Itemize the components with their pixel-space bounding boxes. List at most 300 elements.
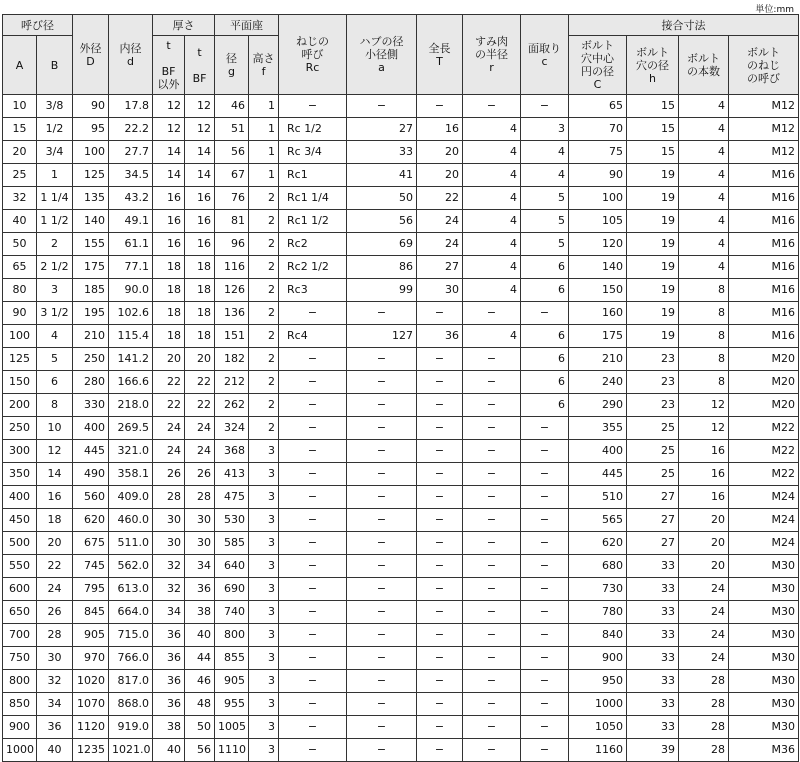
cell-hub-diameter: − — [347, 394, 417, 417]
cell-bolt-hole: 25 — [627, 417, 679, 440]
cell-bolt-hole: 33 — [627, 693, 679, 716]
cell-bolt-hole: 23 — [627, 348, 679, 371]
cell-seat-diameter: 151 — [215, 325, 249, 348]
cell-bolt-thread: M12 — [729, 141, 799, 164]
cell-b: 6 — [37, 371, 73, 394]
cell-bolt-circle: 565 — [569, 509, 627, 532]
cell-total-length: − — [417, 716, 463, 739]
cell-bolt-hole: 19 — [627, 233, 679, 256]
cell-bolt-hole: 25 — [627, 440, 679, 463]
cell-a: 1000 — [3, 739, 37, 762]
cell-chamfer: 4 — [521, 141, 569, 164]
cell-b: 36 — [37, 716, 73, 739]
cell-bolt-circle: 730 — [569, 578, 627, 601]
cell-a: 65 — [3, 256, 37, 279]
cell-outer-diameter: 675 — [73, 532, 109, 555]
cell-bolt-circle: 445 — [569, 463, 627, 486]
cell-chamfer: − — [521, 624, 569, 647]
header-bolt-thread: ボルト のねじ の呼び — [729, 36, 799, 95]
cell-total-length: − — [417, 371, 463, 394]
cell-outer-diameter: 905 — [73, 624, 109, 647]
cell-bolt-thread: M24 — [729, 486, 799, 509]
cell-hub-diameter: − — [347, 348, 417, 371]
header-total-length: 全長 T — [417, 15, 463, 95]
cell-seat-height: 3 — [249, 532, 279, 555]
cell-outer-diameter: 195 — [73, 302, 109, 325]
cell-hub-diameter: − — [347, 532, 417, 555]
cell-bolt-hole: 27 — [627, 486, 679, 509]
cell-bolt-hole: 33 — [627, 624, 679, 647]
header-b: B — [37, 36, 73, 95]
cell-bolt-circle: 1160 — [569, 739, 627, 762]
cell-thickness-non-bf: 26 — [153, 463, 185, 486]
cell-seat-diameter: 67 — [215, 164, 249, 187]
cell-a: 550 — [3, 555, 37, 578]
cell-inner-diameter: 43.2 — [109, 187, 153, 210]
cell-seat-height: 3 — [249, 555, 279, 578]
cell-bolt-hole: 33 — [627, 555, 679, 578]
cell-thickness-bf: 18 — [185, 279, 215, 302]
cell-b: 8 — [37, 394, 73, 417]
cell-total-length: − — [417, 302, 463, 325]
cell-chamfer: − — [521, 670, 569, 693]
header-t-bf: t BF — [185, 36, 215, 95]
cell-a: 750 — [3, 647, 37, 670]
table-row — [3, 670, 799, 693]
cell-chamfer: 6 — [521, 279, 569, 302]
cell-bolt-thread: M22 — [729, 463, 799, 486]
cell-seat-diameter: 475 — [215, 486, 249, 509]
cell-bolt-circle: 620 — [569, 532, 627, 555]
cell-seat-diameter: 585 — [215, 532, 249, 555]
cell-total-length: − — [417, 624, 463, 647]
cell-thickness-non-bf: 14 — [153, 164, 185, 187]
cell-bolt-count: 16 — [679, 440, 729, 463]
cell-inner-diameter: 218.0 — [109, 394, 153, 417]
cell-seat-height: 2 — [249, 279, 279, 302]
cell-seat-height: 1 — [249, 141, 279, 164]
cell-fillet-radius: 4 — [463, 187, 521, 210]
table-row — [3, 463, 799, 486]
cell-hub-diameter: 127 — [347, 325, 417, 348]
cell-thickness-non-bf: 12 — [153, 95, 185, 118]
cell-thread: Rc2 — [279, 233, 347, 256]
cell-seat-diameter: 1005 — [215, 716, 249, 739]
cell-total-length: − — [417, 739, 463, 762]
table-row — [3, 141, 799, 164]
cell-outer-diameter: 280 — [73, 371, 109, 394]
table-row — [3, 601, 799, 624]
cell-bolt-hole: 25 — [627, 463, 679, 486]
cell-b: 30 — [37, 647, 73, 670]
table-row — [3, 509, 799, 532]
cell-inner-diameter: 269.5 — [109, 417, 153, 440]
cell-seat-diameter: 324 — [215, 417, 249, 440]
table-row — [3, 164, 799, 187]
cell-inner-diameter: 115.4 — [109, 325, 153, 348]
cell-bolt-circle: 75 — [569, 141, 627, 164]
cell-thickness-bf: 28 — [185, 486, 215, 509]
cell-bolt-thread: M30 — [729, 624, 799, 647]
cell-thickness-bf: 20 — [185, 348, 215, 371]
cell-thickness-bf: 44 — [185, 647, 215, 670]
cell-hub-diameter: − — [347, 440, 417, 463]
cell-fillet-radius: − — [463, 371, 521, 394]
table-row — [3, 325, 799, 348]
cell-total-length: − — [417, 463, 463, 486]
cell-total-length: 30 — [417, 279, 463, 302]
cell-total-length: − — [417, 440, 463, 463]
cell-a: 900 — [3, 716, 37, 739]
cell-bolt-thread: M16 — [729, 187, 799, 210]
cell-seat-height: 3 — [249, 486, 279, 509]
cell-a: 125 — [3, 348, 37, 371]
cell-outer-diameter: 95 — [73, 118, 109, 141]
cell-a: 600 — [3, 578, 37, 601]
cell-fillet-radius: 4 — [463, 325, 521, 348]
cell-b: 24 — [37, 578, 73, 601]
cell-thread: − — [279, 463, 347, 486]
cell-inner-diameter: 90.0 — [109, 279, 153, 302]
cell-thickness-bf: 46 — [185, 670, 215, 693]
cell-outer-diameter: 250 — [73, 348, 109, 371]
cell-seat-height: 2 — [249, 256, 279, 279]
cell-fillet-radius: − — [463, 486, 521, 509]
cell-b: 1/2 — [37, 118, 73, 141]
cell-a: 250 — [3, 417, 37, 440]
cell-chamfer: − — [521, 486, 569, 509]
cell-total-length: 16 — [417, 118, 463, 141]
cell-fillet-radius: 4 — [463, 118, 521, 141]
cell-chamfer: − — [521, 601, 569, 624]
cell-outer-diameter: 100 — [73, 141, 109, 164]
cell-total-length: − — [417, 555, 463, 578]
cell-outer-diameter: 135 — [73, 187, 109, 210]
cell-seat-height: 3 — [249, 578, 279, 601]
cell-bolt-hole: 19 — [627, 164, 679, 187]
cell-seat-height: 2 — [249, 371, 279, 394]
cell-a: 80 — [3, 279, 37, 302]
cell-bolt-hole: 33 — [627, 647, 679, 670]
cell-total-length: 20 — [417, 141, 463, 164]
cell-hub-diameter: − — [347, 486, 417, 509]
cell-bolt-circle: 140 — [569, 256, 627, 279]
cell-seat-height: 2 — [249, 348, 279, 371]
cell-hub-diameter: − — [347, 371, 417, 394]
table-row — [3, 486, 799, 509]
cell-total-length: − — [417, 578, 463, 601]
cell-b: 40 — [37, 739, 73, 762]
cell-b: 20 — [37, 532, 73, 555]
cell-bolt-count: 4 — [679, 164, 729, 187]
cell-seat-height: 3 — [249, 624, 279, 647]
cell-thread: − — [279, 532, 347, 555]
cell-b: 34 — [37, 693, 73, 716]
header-flat-seat: 平面座 — [215, 15, 279, 36]
cell-fillet-radius: − — [463, 394, 521, 417]
cell-inner-diameter: 17.8 — [109, 95, 153, 118]
cell-hub-diameter: − — [347, 601, 417, 624]
cell-thickness-non-bf: 18 — [153, 302, 185, 325]
cell-thickness-bf: 22 — [185, 371, 215, 394]
cell-a: 50 — [3, 233, 37, 256]
cell-total-length: − — [417, 348, 463, 371]
cell-outer-diameter: 90 — [73, 95, 109, 118]
cell-bolt-hole: 23 — [627, 371, 679, 394]
cell-bolt-thread: M30 — [729, 716, 799, 739]
cell-hub-diameter: 33 — [347, 141, 417, 164]
cell-thickness-bf: 12 — [185, 118, 215, 141]
cell-thickness-bf: 36 — [185, 578, 215, 601]
cell-total-length: − — [417, 532, 463, 555]
cell-thickness-non-bf: 36 — [153, 693, 185, 716]
cell-seat-diameter: 905 — [215, 670, 249, 693]
cell-b: 2 — [37, 233, 73, 256]
cell-bolt-count: 16 — [679, 463, 729, 486]
cell-thickness-non-bf: 32 — [153, 555, 185, 578]
cell-chamfer: 4 — [521, 164, 569, 187]
cell-thread: − — [279, 647, 347, 670]
cell-seat-diameter: 81 — [215, 210, 249, 233]
cell-hub-diameter: 69 — [347, 233, 417, 256]
cell-a: 300 — [3, 440, 37, 463]
cell-a: 15 — [3, 118, 37, 141]
cell-hub-diameter: − — [347, 555, 417, 578]
cell-inner-diameter: 460.0 — [109, 509, 153, 532]
cell-chamfer: 6 — [521, 394, 569, 417]
cell-thickness-non-bf: 20 — [153, 348, 185, 371]
cell-bolt-count: 12 — [679, 417, 729, 440]
cell-seat-diameter: 136 — [215, 302, 249, 325]
cell-thickness-bf: 14 — [185, 164, 215, 187]
table-row — [3, 279, 799, 302]
cell-thickness-non-bf: 18 — [153, 279, 185, 302]
cell-chamfer: − — [521, 509, 569, 532]
cell-a: 700 — [3, 624, 37, 647]
cell-b: 2 1/2 — [37, 256, 73, 279]
cell-thickness-bf: 30 — [185, 532, 215, 555]
cell-bolt-count: 4 — [679, 95, 729, 118]
cell-bolt-count: 8 — [679, 371, 729, 394]
cell-bolt-count: 4 — [679, 233, 729, 256]
cell-bolt-count: 8 — [679, 279, 729, 302]
cell-chamfer: − — [521, 440, 569, 463]
cell-thickness-bf: 14 — [185, 141, 215, 164]
cell-inner-diameter: 919.0 — [109, 716, 153, 739]
cell-outer-diameter: 400 — [73, 417, 109, 440]
cell-seat-height: 3 — [249, 670, 279, 693]
cell-chamfer: 6 — [521, 325, 569, 348]
cell-b: 1 1/4 — [37, 187, 73, 210]
cell-bolt-thread: M16 — [729, 164, 799, 187]
cell-total-length: 20 — [417, 164, 463, 187]
cell-thickness-bf: 24 — [185, 440, 215, 463]
cell-bolt-hole: 19 — [627, 325, 679, 348]
cell-fillet-radius: − — [463, 348, 521, 371]
cell-bolt-circle: 900 — [569, 647, 627, 670]
cell-a: 100 — [3, 325, 37, 348]
cell-thread: − — [279, 670, 347, 693]
cell-fillet-radius: − — [463, 693, 521, 716]
cell-bolt-count: 16 — [679, 486, 729, 509]
cell-thickness-non-bf: 16 — [153, 233, 185, 256]
cell-bolt-thread: M24 — [729, 509, 799, 532]
cell-b: 4 — [37, 325, 73, 348]
cell-thread: Rc 1/2 — [279, 118, 347, 141]
cell-seat-diameter: 46 — [215, 95, 249, 118]
cell-b: 14 — [37, 463, 73, 486]
cell-b: 18 — [37, 509, 73, 532]
table-row — [3, 647, 799, 670]
header-mating-dimensions: 接合寸法 — [569, 15, 799, 36]
cell-fillet-radius: − — [463, 440, 521, 463]
cell-thread: − — [279, 693, 347, 716]
cell-chamfer: − — [521, 417, 569, 440]
cell-thickness-non-bf: 18 — [153, 325, 185, 348]
cell-bolt-circle: 120 — [569, 233, 627, 256]
cell-bolt-thread: M16 — [729, 210, 799, 233]
cell-fillet-radius: − — [463, 647, 521, 670]
cell-total-length: − — [417, 693, 463, 716]
cell-seat-height: 2 — [249, 233, 279, 256]
cell-bolt-count: 28 — [679, 739, 729, 762]
cell-outer-diameter: 620 — [73, 509, 109, 532]
cell-bolt-thread: M30 — [729, 693, 799, 716]
cell-bolt-hole: 15 — [627, 95, 679, 118]
cell-thickness-bf: 56 — [185, 739, 215, 762]
cell-total-length: 24 — [417, 210, 463, 233]
cell-seat-diameter: 690 — [215, 578, 249, 601]
cell-hub-diameter: − — [347, 578, 417, 601]
cell-bolt-thread: M30 — [729, 647, 799, 670]
cell-inner-diameter: 321.0 — [109, 440, 153, 463]
cell-outer-diameter: 490 — [73, 463, 109, 486]
cell-bolt-thread: M24 — [729, 532, 799, 555]
table-row — [3, 578, 799, 601]
cell-b: 3/8 — [37, 95, 73, 118]
cell-chamfer: − — [521, 95, 569, 118]
cell-outer-diameter: 210 — [73, 325, 109, 348]
table-row — [3, 256, 799, 279]
cell-seat-diameter: 1110 — [215, 739, 249, 762]
cell-b: 26 — [37, 601, 73, 624]
cell-outer-diameter: 795 — [73, 578, 109, 601]
cell-bolt-thread: M30 — [729, 555, 799, 578]
cell-bolt-thread: M12 — [729, 118, 799, 141]
header-inner-diameter: 内径 d — [109, 15, 153, 95]
cell-fillet-radius: 4 — [463, 141, 521, 164]
cell-b: 3/4 — [37, 141, 73, 164]
cell-thickness-bf: 40 — [185, 624, 215, 647]
cell-thickness-non-bf: 28 — [153, 486, 185, 509]
cell-total-length: − — [417, 647, 463, 670]
cell-thread: − — [279, 578, 347, 601]
cell-fillet-radius: − — [463, 417, 521, 440]
cell-chamfer: 3 — [521, 118, 569, 141]
cell-inner-diameter: 141.2 — [109, 348, 153, 371]
cell-seat-height: 2 — [249, 417, 279, 440]
cell-hub-diameter: − — [347, 95, 417, 118]
cell-outer-diameter: 185 — [73, 279, 109, 302]
cell-fillet-radius: − — [463, 509, 521, 532]
cell-thickness-non-bf: 24 — [153, 417, 185, 440]
cell-bolt-circle: 1050 — [569, 716, 627, 739]
cell-bolt-circle: 510 — [569, 486, 627, 509]
cell-inner-diameter: 817.0 — [109, 670, 153, 693]
cell-a: 32 — [3, 187, 37, 210]
cell-fillet-radius: − — [463, 670, 521, 693]
cell-outer-diameter: 970 — [73, 647, 109, 670]
cell-thickness-bf: 16 — [185, 233, 215, 256]
cell-bolt-thread: M30 — [729, 578, 799, 601]
cell-chamfer: − — [521, 302, 569, 325]
cell-thread: − — [279, 95, 347, 118]
cell-fillet-radius: 4 — [463, 279, 521, 302]
header-t-non-bf: t BF 以外 — [153, 36, 185, 95]
cell-total-length: − — [417, 417, 463, 440]
cell-thickness-bf: 18 — [185, 302, 215, 325]
table-row — [3, 95, 799, 118]
header-nominal: 呼び径 — [3, 15, 73, 36]
cell-thickness-non-bf: 16 — [153, 210, 185, 233]
cell-b: 3 1/2 — [37, 302, 73, 325]
cell-hub-diameter: − — [347, 693, 417, 716]
cell-seat-height: 1 — [249, 95, 279, 118]
cell-chamfer: − — [521, 532, 569, 555]
cell-a: 650 — [3, 601, 37, 624]
cell-hub-diameter: − — [347, 670, 417, 693]
cell-bolt-circle: 400 — [569, 440, 627, 463]
cell-bolt-thread: M20 — [729, 394, 799, 417]
cell-thread: − — [279, 509, 347, 532]
cell-fillet-radius: 4 — [463, 233, 521, 256]
cell-bolt-thread: M30 — [729, 601, 799, 624]
cell-inner-diameter: 715.0 — [109, 624, 153, 647]
cell-seat-diameter: 740 — [215, 601, 249, 624]
cell-seat-diameter: 182 — [215, 348, 249, 371]
cell-seat-diameter: 51 — [215, 118, 249, 141]
cell-hub-diameter: − — [347, 647, 417, 670]
cell-b: 32 — [37, 670, 73, 693]
cell-inner-diameter: 613.0 — [109, 578, 153, 601]
cell-outer-diameter: 445 — [73, 440, 109, 463]
cell-thickness-non-bf: 36 — [153, 670, 185, 693]
cell-b: 16 — [37, 486, 73, 509]
table-row — [3, 440, 799, 463]
cell-a: 850 — [3, 693, 37, 716]
cell-thickness-non-bf: 36 — [153, 624, 185, 647]
cell-bolt-hole: 19 — [627, 210, 679, 233]
cell-fillet-radius: − — [463, 578, 521, 601]
cell-seat-diameter: 76 — [215, 187, 249, 210]
cell-seat-height: 2 — [249, 187, 279, 210]
cell-seat-height: 3 — [249, 739, 279, 762]
cell-bolt-hole: 33 — [627, 670, 679, 693]
cell-bolt-thread: M22 — [729, 417, 799, 440]
table-row — [3, 716, 799, 739]
cell-bolt-count: 12 — [679, 394, 729, 417]
cell-hub-diameter: 41 — [347, 164, 417, 187]
cell-seat-height: 2 — [249, 210, 279, 233]
cell-bolt-circle: 150 — [569, 279, 627, 302]
cell-bolt-circle: 780 — [569, 601, 627, 624]
table-row — [3, 693, 799, 716]
cell-fillet-radius: − — [463, 624, 521, 647]
cell-outer-diameter: 1120 — [73, 716, 109, 739]
table-row — [3, 118, 799, 141]
cell-thread: − — [279, 486, 347, 509]
cell-a: 10 — [3, 95, 37, 118]
